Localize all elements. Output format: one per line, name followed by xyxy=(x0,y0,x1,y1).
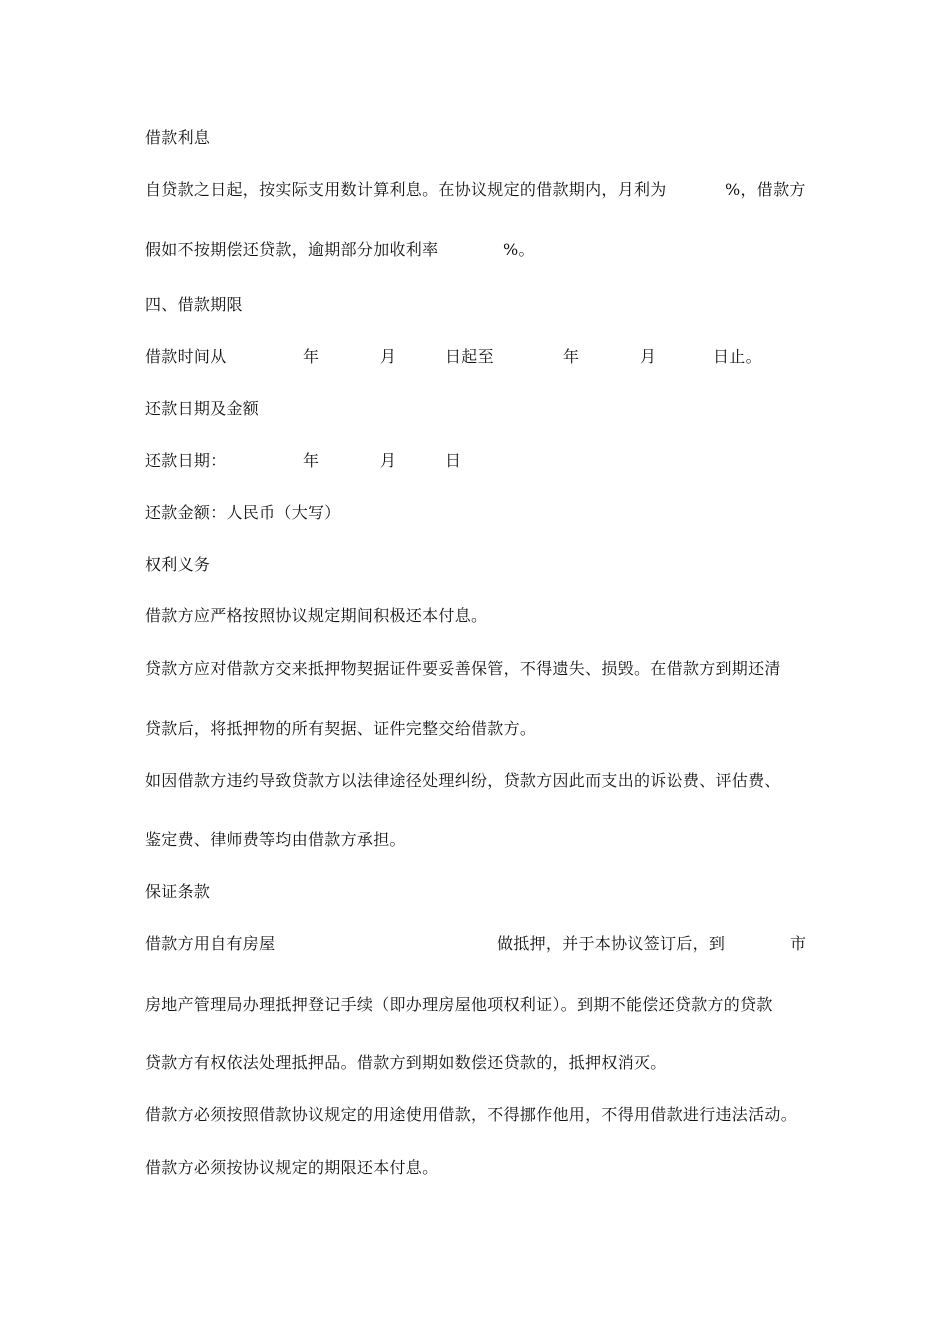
guarantee-paragraph-2: 借款方必须按照借款协议规定的用途使用借款，不得挪作他用，不得用借款进行违法活动。 xyxy=(145,1105,798,1124)
overdue-rate-text: 假如不按期偿还贷款，逾期部分加收利率 xyxy=(145,240,439,259)
rights-paragraph-2-line-1: 贷款方应对借款方交来抵押物契据证件要妥善保管，不得遗失、损毁。在借款方到期还清 xyxy=(145,659,781,678)
end-year-label: 年 xyxy=(563,347,580,366)
rights-paragraph-1: 借款方应严格按照协议规定期间积极还本付息。 xyxy=(145,606,488,625)
repayment-day-label: 日 xyxy=(445,451,462,470)
guarantee-paragraph-3: 借款方必须按协议规定的期限还本付息。 xyxy=(145,1158,439,1177)
loan-term-label: 借款时间从 xyxy=(145,347,227,366)
registration-text: 做抵押，并于本协议签订后，到 xyxy=(497,934,726,953)
guarantee-paragraph-1-line-3: 贷款方有权依法处理抵押品。借款方到期如数偿还贷款的，抵押权消灭。 xyxy=(145,1053,667,1072)
rights-heading: 权利义务 xyxy=(145,555,211,574)
start-month-label: 月 xyxy=(380,347,397,366)
interest-text: 自贷款之日起，按实际支用数计算利息。在协议规定的借款期内，月利为 xyxy=(145,180,667,199)
interest-paragraph-line-1 xyxy=(145,180,810,200)
interest-heading: 借款利息 xyxy=(145,128,211,147)
repayment-heading: 还款日期及金额 xyxy=(145,399,260,418)
end-day-label: 日止。 xyxy=(713,347,762,366)
loan-term-line xyxy=(145,347,810,367)
repayment-date-label: 还款日期： xyxy=(145,451,227,470)
monthly-rate-unit: %，借款方 xyxy=(725,180,806,199)
rights-paragraph-2-line-2: 贷款后，将抵押物的所有契据、证件完整交给借款方。 xyxy=(145,719,537,738)
repayment-date-line xyxy=(145,451,810,471)
rights-paragraph-3-line-1: 如因借款方违约导致贷款方以法律途径处理纠纷，贷款方因此而支出的诉讼费、评估费、 xyxy=(145,771,781,790)
term-heading: 四、借款期限 xyxy=(145,295,243,314)
start-day-label: 日起至 xyxy=(445,347,494,366)
repayment-year-label: 年 xyxy=(303,451,320,470)
guarantee-heading: 保证条款 xyxy=(145,882,211,901)
collateral-text: 借款方用自有房屋 xyxy=(145,934,276,953)
rights-paragraph-3-line-2: 鉴定费、律师费等均由借款方承担。 xyxy=(145,830,406,849)
guarantee-paragraph-1-line-1 xyxy=(145,934,810,954)
start-year-label: 年 xyxy=(303,347,320,366)
repayment-month-label: 月 xyxy=(380,451,397,470)
overdue-rate-unit: %。 xyxy=(503,240,535,259)
end-month-label: 月 xyxy=(640,347,657,366)
repayment-amount-line: 还款金额：人民币（大写） xyxy=(145,503,341,522)
guarantee-paragraph-1-line-2: 房地产管理局办理抵押登记手续（即办理房屋他项权利证）。到期不能偿还贷款方的贷款 xyxy=(145,995,773,1014)
interest-paragraph-line-2 xyxy=(145,240,810,260)
city-label: 市 xyxy=(790,934,807,953)
